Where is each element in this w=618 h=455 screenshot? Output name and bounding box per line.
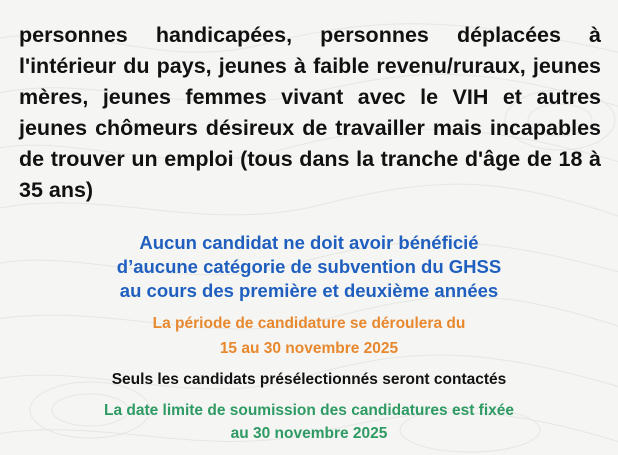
eligibility-notice-line-1: Aucun candidat ne doit avoir bénéficié xyxy=(139,232,479,253)
deadline-notice-line-1: La date limite de soumission des candidatures est fixée xyxy=(103,402,515,419)
eligible-groups-paragraph: personnes handicapées, personnes déplacées à l'intérieur du pays, jeunes à faible revenu/ruraux, jeunes mères, jeunes femmes vivant avec le VIH et autres jeunes chômeurs désireux de travailler mais incapables de trouver un emploi (tous dans la tranche d'âge de 18 à 35 ans) xyxy=(19,23,601,202)
shortlist-notice: Seuls les candidats présélectionnés seront contactés xyxy=(111,371,507,388)
eligibility-notice-line-3: au cours des première et deuxième années xyxy=(119,280,499,301)
eligibility-notice-line-2: d’aucune catégorie de subvention du GHSS xyxy=(116,256,502,277)
application-period-line-1: La période de candidature se déroulera du xyxy=(152,315,466,332)
application-period-dates: 15 au 30 novembre 2025 xyxy=(219,340,399,357)
deadline-notice-date: au 30 novembre 2025 xyxy=(230,425,388,442)
